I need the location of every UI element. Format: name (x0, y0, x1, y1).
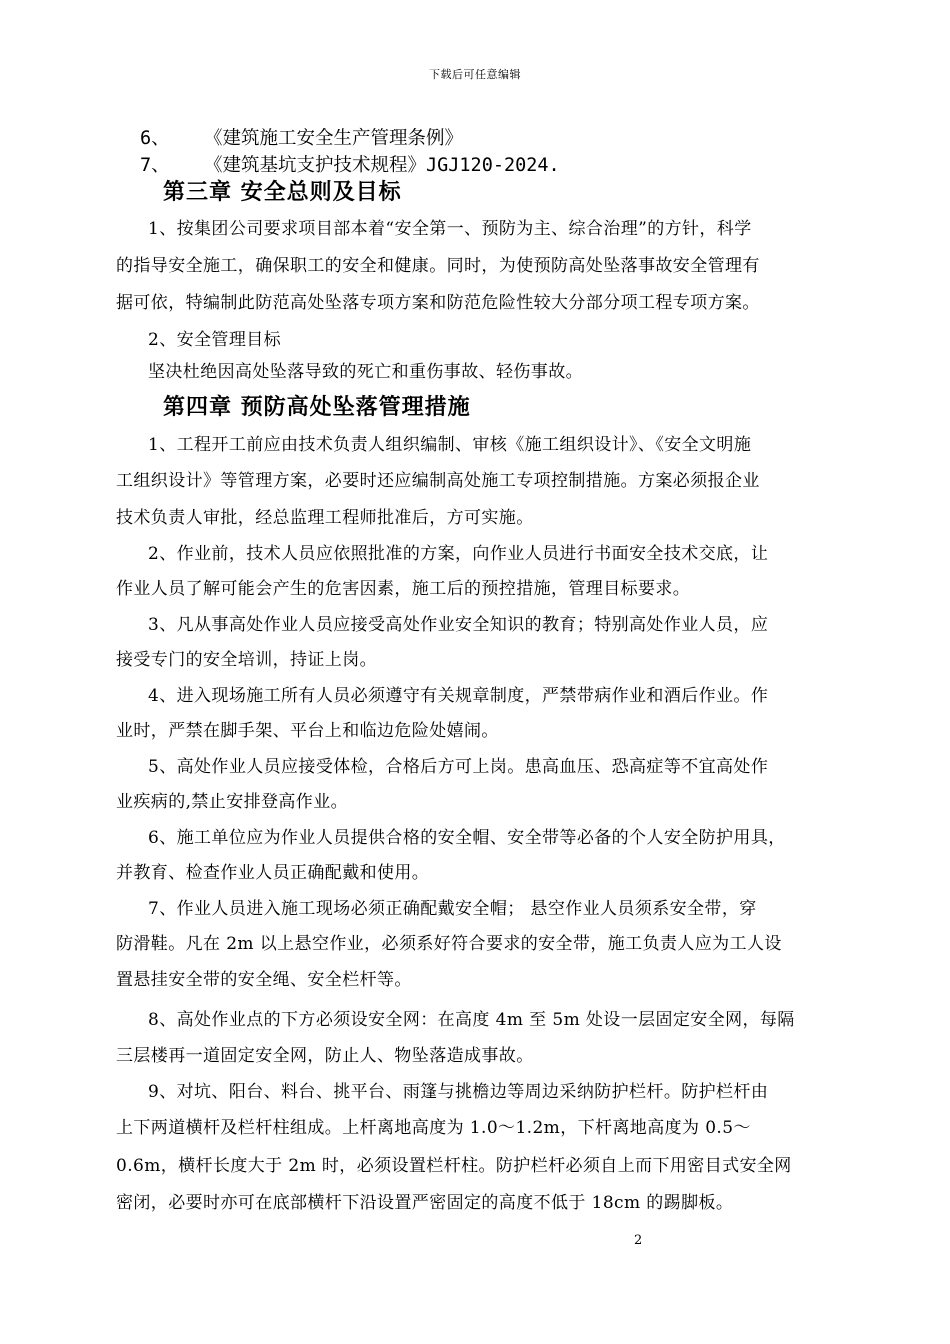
paragraph-line: 据可依，特编制此防范高处坠落专项方案和防范危险性较大分部分项工程专项方案。 (116, 293, 760, 313)
reference-item (140, 151, 560, 177)
paragraph-line: 上下两道横杆及栏杆柱组成。上杆离地高度为 1.0～1.2m，下杆离地高度为 0.5～ (116, 1118, 751, 1138)
paragraph-line: 1、工程开工前应由技术负责人组织编制、审核《施工组织设计》、《安全文明施 (148, 435, 752, 455)
paragraph-line: 7、作业人员进入施工现场必须正确配戴安全帽； 悬空作业人员须系安全带，穿 (148, 899, 757, 919)
paragraph-line: 业疾病的,禁止安排登高作业。 (116, 792, 349, 812)
paragraph-line: 接受专门的安全培训，持证上岗。 (116, 650, 377, 670)
paragraph-line: 3、凡从事高处作业人员应接受高处作业安全知识的教育；特别高处作业人员，应 (148, 615, 769, 635)
paragraph-line: 置悬挂安全带的安全绳、安全栏杆等。 (116, 970, 412, 990)
paragraph-line: 密闭，必要时亦可在底部横杆下沿设置严密固定的高度不低于 18cm 的踢脚板。 (116, 1193, 734, 1213)
reference-item (140, 124, 463, 150)
paragraph-line: 1、按集团公司要求项目部本着“安全第一、预防为主、综合治理”的方针，科学 (148, 219, 752, 239)
paragraph-line: 三层楼再一道固定安全网，防止人、物坠落造成事故。 (116, 1046, 534, 1066)
paragraph-line: 0.6m，横杆长度大于 2m 时，必须设置栏杆柱。防护栏杆必须自上而下用密目式安全网 (116, 1156, 792, 1176)
paragraph-line: 作业人员了解可能会产生的危害因素，施工后的预控措施，管理目标要求。 (116, 579, 691, 599)
paragraph-line: 9、对坑、阳台、料台、挑平台、雨篷与挑檐边等周边采纳防护栏杆。防护栏杆由 (148, 1082, 769, 1102)
reference-number: 7、 (140, 155, 170, 176)
paragraph-line: 4、进入现场施工所有人员必须遵守有关规章制度，严禁带病作业和酒后作业。作 (148, 686, 769, 706)
paragraph-line: 的指导安全施工，确保职工的安全和健康。同时，为使预防高处坠落事故安全管理有 (116, 256, 760, 276)
paragraph-line: 技术负责人审批，经总监理工程师批准后，方可实施。 (116, 508, 534, 528)
paragraph-line: 防滑鞋。凡在 2m 以上悬空作业，必须系好符合要求的安全带，施工负责人应为工人设 (116, 934, 782, 954)
paragraph-line: 并教育、检查作业人员正确配戴和使用。 (116, 863, 430, 883)
paragraph-line: 2、作业前，技术人员应依照批准的方案，向作业人员进行书面安全技术交底，让 (148, 544, 769, 564)
chapter-3-title: 第三章 安全总则及目标 (163, 180, 402, 205)
reference-number: 6、 (140, 128, 170, 149)
page-number: 2 (634, 1233, 643, 1248)
paragraph-line: 5、高处作业人员应接受体检，合格后方可上岗。患高血压、恐高症等不宜高处作 (148, 757, 769, 777)
paragraph-line: 6、施工单位应为作业人员提供合格的安全帽、安全带等必备的个人安全防护用具， (148, 828, 786, 848)
paragraph-line: 8、高处作业点的下方必须设安全网：在高度 4m 至 5m 处设一层固定安全网，每隔 (148, 1010, 795, 1030)
chapter-4-title: 第四章 预防高处坠落管理措施 (163, 395, 471, 420)
paragraph-line: 业时，严禁在脚手架、平台上和临边危险处嬉闹。 (116, 721, 499, 741)
paragraph-line: 2、安全管理目标 (148, 330, 282, 350)
page-header: 下载后可任意编辑 (429, 68, 521, 81)
reference-text: 《建筑基坑支护技术规程》JGJ120-2024. (204, 155, 560, 176)
reference-text: 《建筑施工安全生产管理条例》 (204, 128, 464, 149)
paragraph-line: 坚决杜绝因高处坠落导致的死亡和重伤事故、轻伤事故。 (148, 362, 583, 382)
paragraph-line: 工组织设计》等管理方案，必要时还应编制高处施工专项控制措施。方案必须报企业 (116, 471, 760, 491)
